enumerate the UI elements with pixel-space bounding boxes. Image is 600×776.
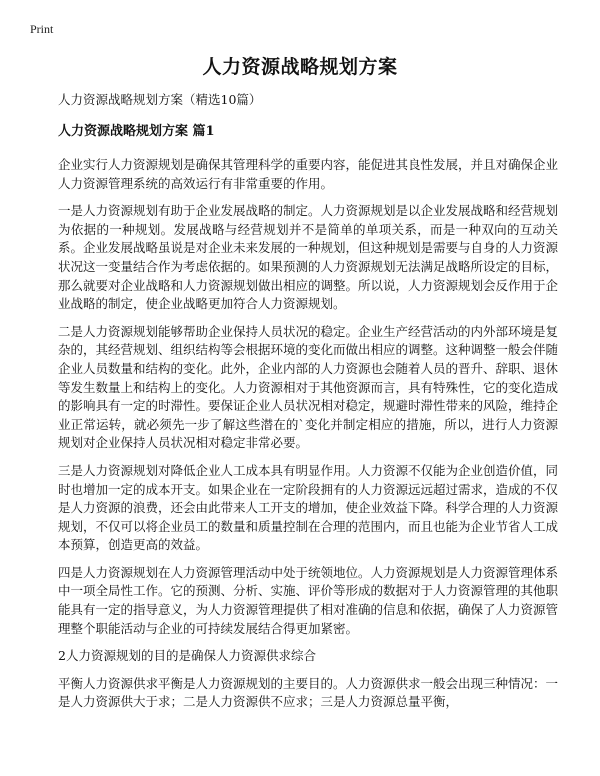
paragraph-stability: 二是人力资源规划能够帮助企业保持人员状况的稳定。企业生产经营活动的内外部环境是复杂的，其经营规划、组织结构等会根据环境的变化而做出相应的调整。这种调整一般会伴随企业人员数量和结构的变化。此外，企业内部的人力资源也会随着人员的晋升、辞职、退休等发生数量上和结构上的变化。人力资源相对于其他资源而言，具有特殊性，它的变化造成的影响具有一定的时滞性。要保证企业人员状况相对稳定，规避时滞性带来的风险，维持企业正常运转，就必须先一步了解这些潜在的`变化并制定相应的措施，所以，进行人力资源规划对企业保持人员状况相对稳定非常必要。 [58,323,559,451]
section-heading: 人力资源战略规划方案 篇1 [58,124,215,139]
paragraph-strategy: 一是人力资源规划有助于企业发展战略的制定。人力资源规划是以企业发展战略和经营规划为依据的一种规划。发展战略与经营规划并不是简单的单项关系，而是一种双向的互动关系。企业发展战略虽说是对企业未来发展的一种规划，但这种规划是需要与自身的人力资源状况这一变量结合作为考虑依据的。如果预测的人力资源规划无法满足战略所设定的目标，那么就要对企业战略和人力资源规划做出相应的调整。所以说，人力资源规划会反作用于企业战略的制定，使企业战略更加符合人力资源规划。 [58,203,559,312]
document-subtitle: 人力资源战略规划方案（精选10篇） [58,92,262,107]
document-body [58,90,558,721]
page-title: 人力资源战略规划方案 [202,56,398,78]
paragraph-leading-role: 四是人力资源规划在人力资源管理活动中处于统领地位。人力资源规划是人力资源管理体系中一项全局性工作。它的预测、分析、实施、评价等形成的数据对于人力资源管理的其他职能具有一定的指导意义，为人力资源管理提供了相对准确的信息和依据，确保了人力资源管理整个职能活动与企业的可持续发展结合得更加紧密。 [58,564,559,636]
paragraph-cost: 三是人力资源规划对降低企业人工成本具有明显作用。人力资源不仅能为企业创造价值，同时也增加一定的成本开支。如果企业在一定阶段拥有的人力资源远远超过需求，造成的不仅是人力资源的浪费，还会由此带来人工开支的增加，使企业效益下降。科学合理的人力资源规划，不仅可以将企业员工的数量和质量控制在合理的范围内，而且也能为企业节省人工成本预算，创造更高的效益。 [58,462,559,553]
paragraph-subheading: 2人力资源规划的目的是确保人力资源供求综合 [58,648,316,664]
paragraph-balance: 平衡人力资源供求平衡是人力资源规划的主要目的。人力资源供求一般会出现三种情况：一是人力资源供大于求；二是人力资源供不应求；三是人力资源总量平衡， [58,675,559,710]
paragraph-intro: 企业实行人力资源规划是确保其管理科学的重要内容，能促进其良性发展，并且对确保企业人力资源管理系统的高效运行有非常重要的作用。 [58,157,559,191]
print-link[interactable]: Print [30,22,54,36]
